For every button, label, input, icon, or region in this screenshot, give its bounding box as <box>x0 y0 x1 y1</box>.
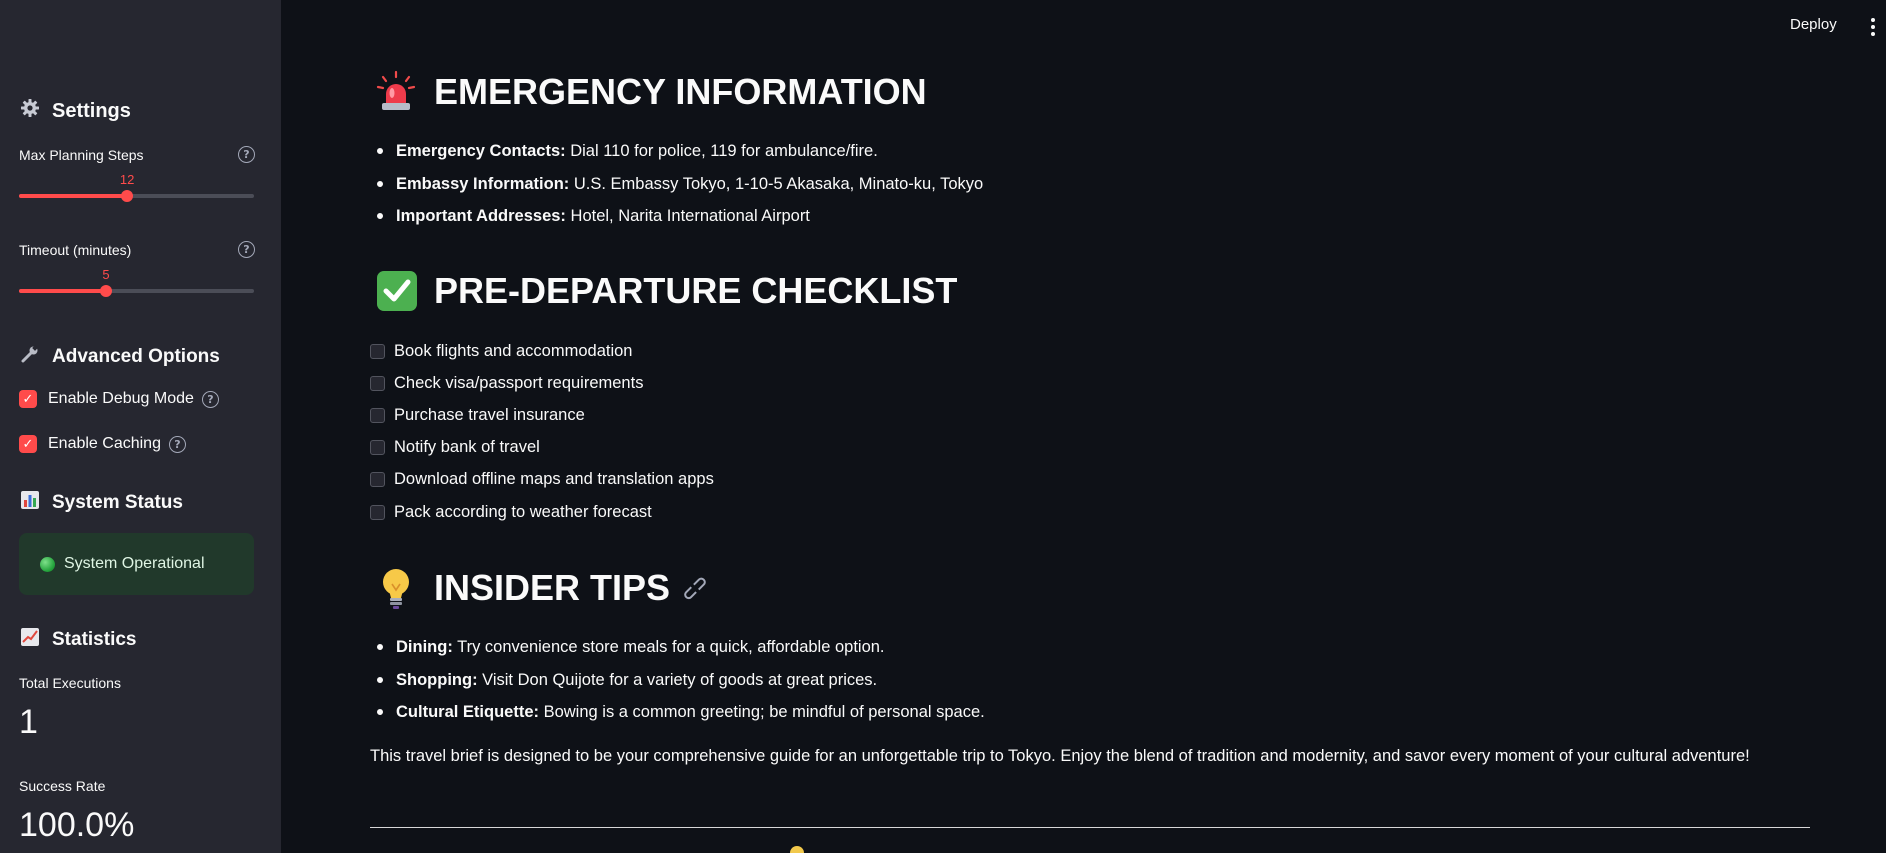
caching-label[interactable]: Enable Caching <box>48 435 161 452</box>
menu-dot[interactable] <box>1871 32 1875 36</box>
tips-heading-text: INSIDER TIPS <box>434 567 671 608</box>
trend-chart-icon <box>20 627 46 653</box>
slider-thumb[interactable] <box>121 190 133 202</box>
timeout-label-row <box>19 241 255 258</box>
status-alert <box>19 533 254 595</box>
checklist-item-label[interactable]: Download offline maps and translation apps <box>394 470 714 489</box>
check-mark-button-icon <box>370 269 422 313</box>
list-item-text: Dial 110 for police, 119 for ambulance/fire. <box>565 142 878 160</box>
deploy-button[interactable]: Deploy <box>1790 16 1837 33</box>
checklist-heading <box>370 269 957 313</box>
slider-value: 5 <box>102 267 110 282</box>
list-item <box>396 636 985 669</box>
checklist-item-label[interactable]: Book flights and accommodation <box>394 341 633 360</box>
slider-fill <box>19 194 127 198</box>
main-menu-icon[interactable] <box>1870 18 1876 36</box>
list-item-label: Emergency Contacts: <box>396 142 566 160</box>
green-circle-icon <box>40 557 55 572</box>
checkmark-icon[interactable]: ✓ <box>19 390 37 408</box>
bar-chart-icon <box>20 490 46 516</box>
checklist-item[interactable] <box>370 399 714 431</box>
tips-list <box>396 636 985 734</box>
statistics-header <box>20 627 136 653</box>
emergency-list <box>396 140 983 238</box>
checkbox[interactable] <box>370 376 385 391</box>
max-steps-label: Max Planning Steps <box>19 146 144 163</box>
list-item <box>396 205 983 238</box>
checklist-item[interactable] <box>370 464 714 496</box>
debug-mode-label[interactable]: Enable Debug Mode <box>48 390 194 407</box>
max-steps-slider[interactable] <box>19 172 254 206</box>
statistics-label: Statistics <box>52 629 137 650</box>
checkbox[interactable] <box>370 472 385 487</box>
list-item-label: Shopping: <box>396 670 478 689</box>
emergency-heading <box>370 70 927 114</box>
success-rate-value: 100.0% <box>19 806 135 844</box>
emergency-heading-text: EMERGENCY INFORMATION <box>434 71 927 112</box>
siren-icon <box>370 70 422 114</box>
debug-mode-checkbox[interactable] <box>19 390 219 408</box>
checklist <box>370 335 714 528</box>
divider <box>370 827 1810 828</box>
list-item-text: Bowing is a common greeting; be mindful of personal space. <box>539 703 985 721</box>
menu-dot[interactable] <box>1871 25 1875 29</box>
checkmark-icon[interactable]: ✓ <box>19 435 37 453</box>
list-item <box>396 669 985 702</box>
checklist-item-label[interactable]: Notify bank of travel <box>394 438 540 457</box>
checklist-item-label[interactable]: Check visa/passport requirements <box>394 373 644 392</box>
total-executions-value: 1 <box>19 703 38 741</box>
total-executions-label: Total Executions <box>19 675 121 691</box>
system-status-label: System Status <box>52 492 183 513</box>
light-bulb-icon <box>370 566 422 610</box>
checklist-item[interactable] <box>370 496 714 528</box>
checkbox[interactable] <box>370 505 385 520</box>
advanced-options-header <box>20 344 220 370</box>
list-item-text: Try convenience store meals for a quick, affordable option. <box>452 638 885 656</box>
list-item-label: Cultural Etiquette: <box>396 703 539 721</box>
checklist-item[interactable] <box>370 367 714 399</box>
checkbox[interactable] <box>370 408 385 423</box>
help-icon[interactable]: ? <box>169 436 186 453</box>
help-icon[interactable]: ? <box>238 241 255 258</box>
checklist-item[interactable] <box>370 335 714 367</box>
checklist-item-label[interactable]: Purchase travel insurance <box>394 405 585 424</box>
checkbox[interactable] <box>370 344 385 359</box>
max-steps-label-row <box>19 146 255 163</box>
list-item-label: Dining: <box>396 638 453 656</box>
timeout-label: Timeout (minutes) <box>19 241 132 258</box>
list-item-text: Visit Don Quijote for a variety of goods at great prices. <box>477 670 878 689</box>
success-rate-label: Success Rate <box>19 778 106 794</box>
gear-icon <box>20 98 46 124</box>
list-item <box>396 140 983 173</box>
advanced-options-label: Advanced Options <box>52 346 220 367</box>
checklist-item[interactable] <box>370 432 714 464</box>
tips-heading <box>370 566 714 610</box>
slider-value: 12 <box>119 172 135 187</box>
list-item-text: U.S. Embassy Tokyo, 1-10-5 Akasaka, Minato-ku, Tokyo <box>569 174 984 193</box>
help-icon[interactable]: ? <box>202 391 219 408</box>
partial-icon <box>790 846 804 853</box>
list-item-label: Important Addresses: <box>396 207 566 225</box>
menu-dot[interactable] <box>1871 18 1875 22</box>
slider-fill <box>19 289 106 293</box>
list-item <box>396 701 985 734</box>
help-icon[interactable]: ? <box>238 146 255 163</box>
system-status-header <box>20 490 183 516</box>
link-icon[interactable]: ⊂⊃ <box>677 569 714 607</box>
status-text: System Operational <box>64 555 205 572</box>
caching-checkbox[interactable] <box>19 435 186 453</box>
settings-header <box>20 98 131 124</box>
checkbox[interactable] <box>370 440 385 455</box>
timeout-slider[interactable] <box>19 267 254 301</box>
list-item-label: Embassy Information: <box>396 174 570 193</box>
checklist-item-label[interactable]: Pack according to weather forecast <box>394 502 652 521</box>
settings-header-label: Settings <box>52 99 131 122</box>
list-item-text: Hotel, Narita International Airport <box>565 207 810 225</box>
checklist-heading-text: PRE-DEPARTURE CHECKLIST <box>434 270 958 311</box>
list-item <box>396 173 983 206</box>
sidebar <box>0 0 281 853</box>
wrench-icon <box>20 344 46 370</box>
slider-thumb[interactable] <box>100 285 112 297</box>
closing-paragraph: This travel brief is designed to be your comprehensive guide for an unforgettable trip to Tokyo. Enjoy the blend of tradition and modernity, and savor every moment of your cultural adventure! <box>370 747 1750 765</box>
